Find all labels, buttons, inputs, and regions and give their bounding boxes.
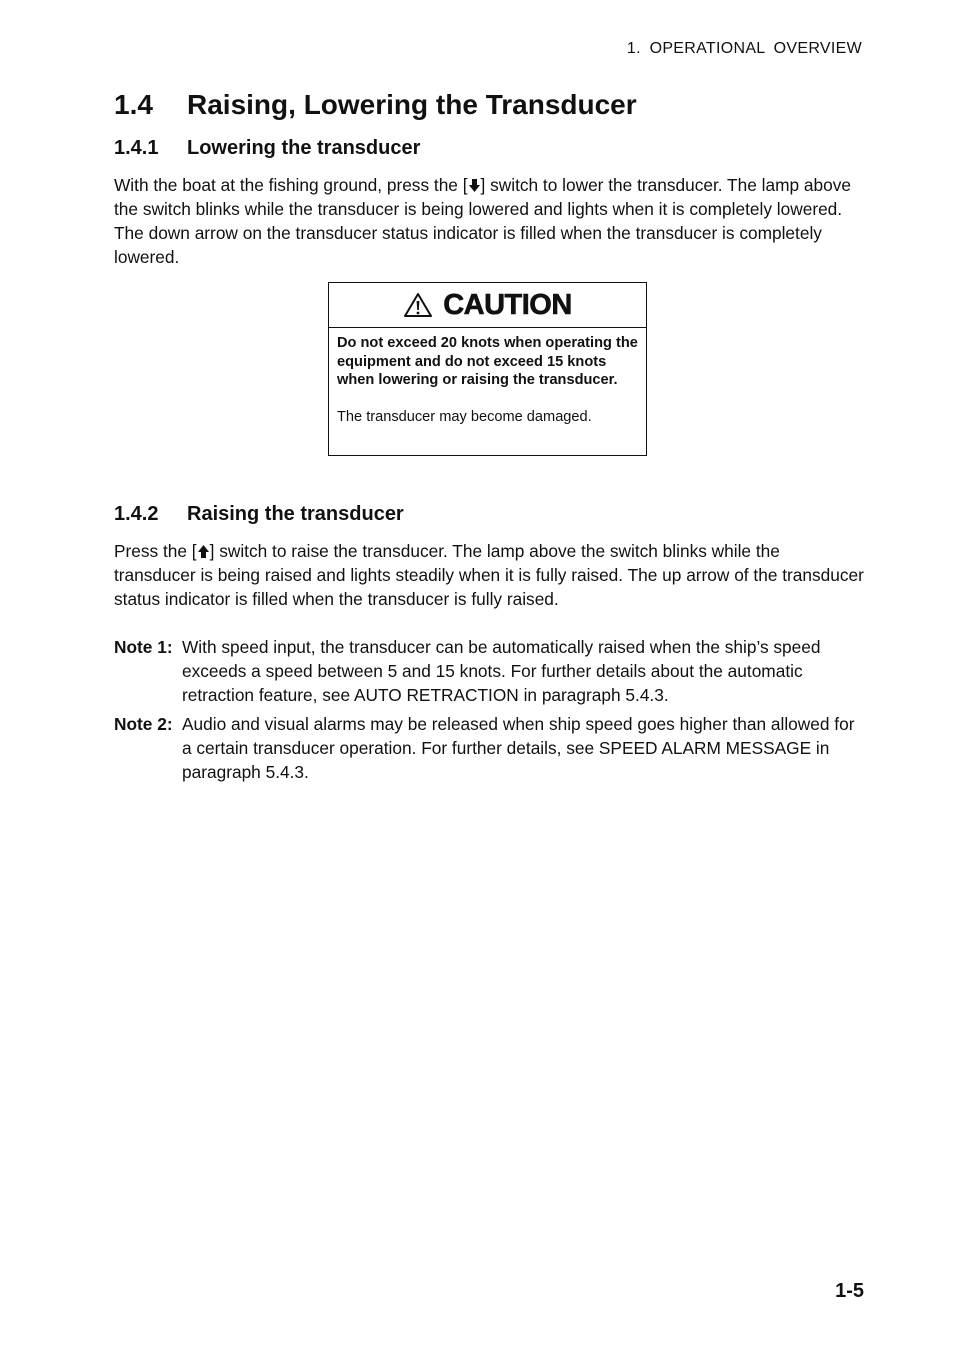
note-label: Note 1: [114, 637, 173, 657]
note-2 [114, 712, 866, 784]
raising-heading [114, 503, 404, 526]
note-1 [114, 635, 866, 707]
raising-number: 1.4.2 [114, 503, 159, 525]
note-label: Note 2: [114, 714, 173, 734]
warning-triangle-icon [403, 292, 433, 318]
note-text: With speed input, the transducer can be automatically raised when the ship’s speed exceeds a speed between 5 and 15 knots. For further details about the automatic retraction feature, see AUTO RETRACTION in paragraph 5.4.3. [182, 637, 821, 705]
caution-warning-text: Do not exceed 20 knots when operating the equipment and do not exceed 15 knots when lowering or raising the transducer. [337, 335, 638, 389]
lowering-title: Lowering the transducer [187, 137, 421, 159]
lowering-number: 1.4.1 [114, 137, 159, 159]
caution-consequence-text: The transducer may become damaged. [337, 409, 592, 426]
caution-header [329, 283, 646, 328]
raising-text-end: ] switch to raise the transducer. The lamp above the switch blinks while the transducer is being raised and lights steadily when it is fully raised. The up arrow of the transducer status indicator is filled when the transducer is fully raised. [114, 541, 864, 609]
raising-paragraph [114, 539, 866, 611]
page-number: 1-5 [835, 1280, 864, 1302]
caution-body [329, 328, 646, 427]
caution-heading: CAUTION [443, 288, 572, 321]
lowering-heading [114, 137, 420, 160]
section-heading [114, 89, 637, 121]
lowering-paragraph [114, 173, 866, 269]
running-head: 1. OPERATIONAL OVERVIEW [626, 40, 862, 57]
caution-box [328, 282, 647, 456]
up-arrow-icon [198, 545, 209, 558]
raising-title: Raising the transducer [187, 503, 404, 525]
section-number: 1.4 [114, 89, 153, 120]
down-arrow-icon [469, 179, 480, 192]
section-title: Raising, Lowering the Transducer [187, 89, 637, 120]
lowering-text-end: ] switch to lower the transducer. The lamp above the switch blinks while the transducer is being lowered and lights when it is completely lowered. The down arrow on the transducer status indicator is filled when the transducer is completely lowered. [114, 175, 851, 267]
raising-text-start: Press the [ [114, 541, 197, 561]
lowering-text-start: With the boat at the fishing ground, press the [ [114, 175, 468, 195]
note-text: Audio and visual alarms may be released when ship speed goes higher than allowed for a certain transducer operation. For further details, see SPEED ALARM MESSAGE in paragraph 5.4.3. [182, 714, 855, 782]
